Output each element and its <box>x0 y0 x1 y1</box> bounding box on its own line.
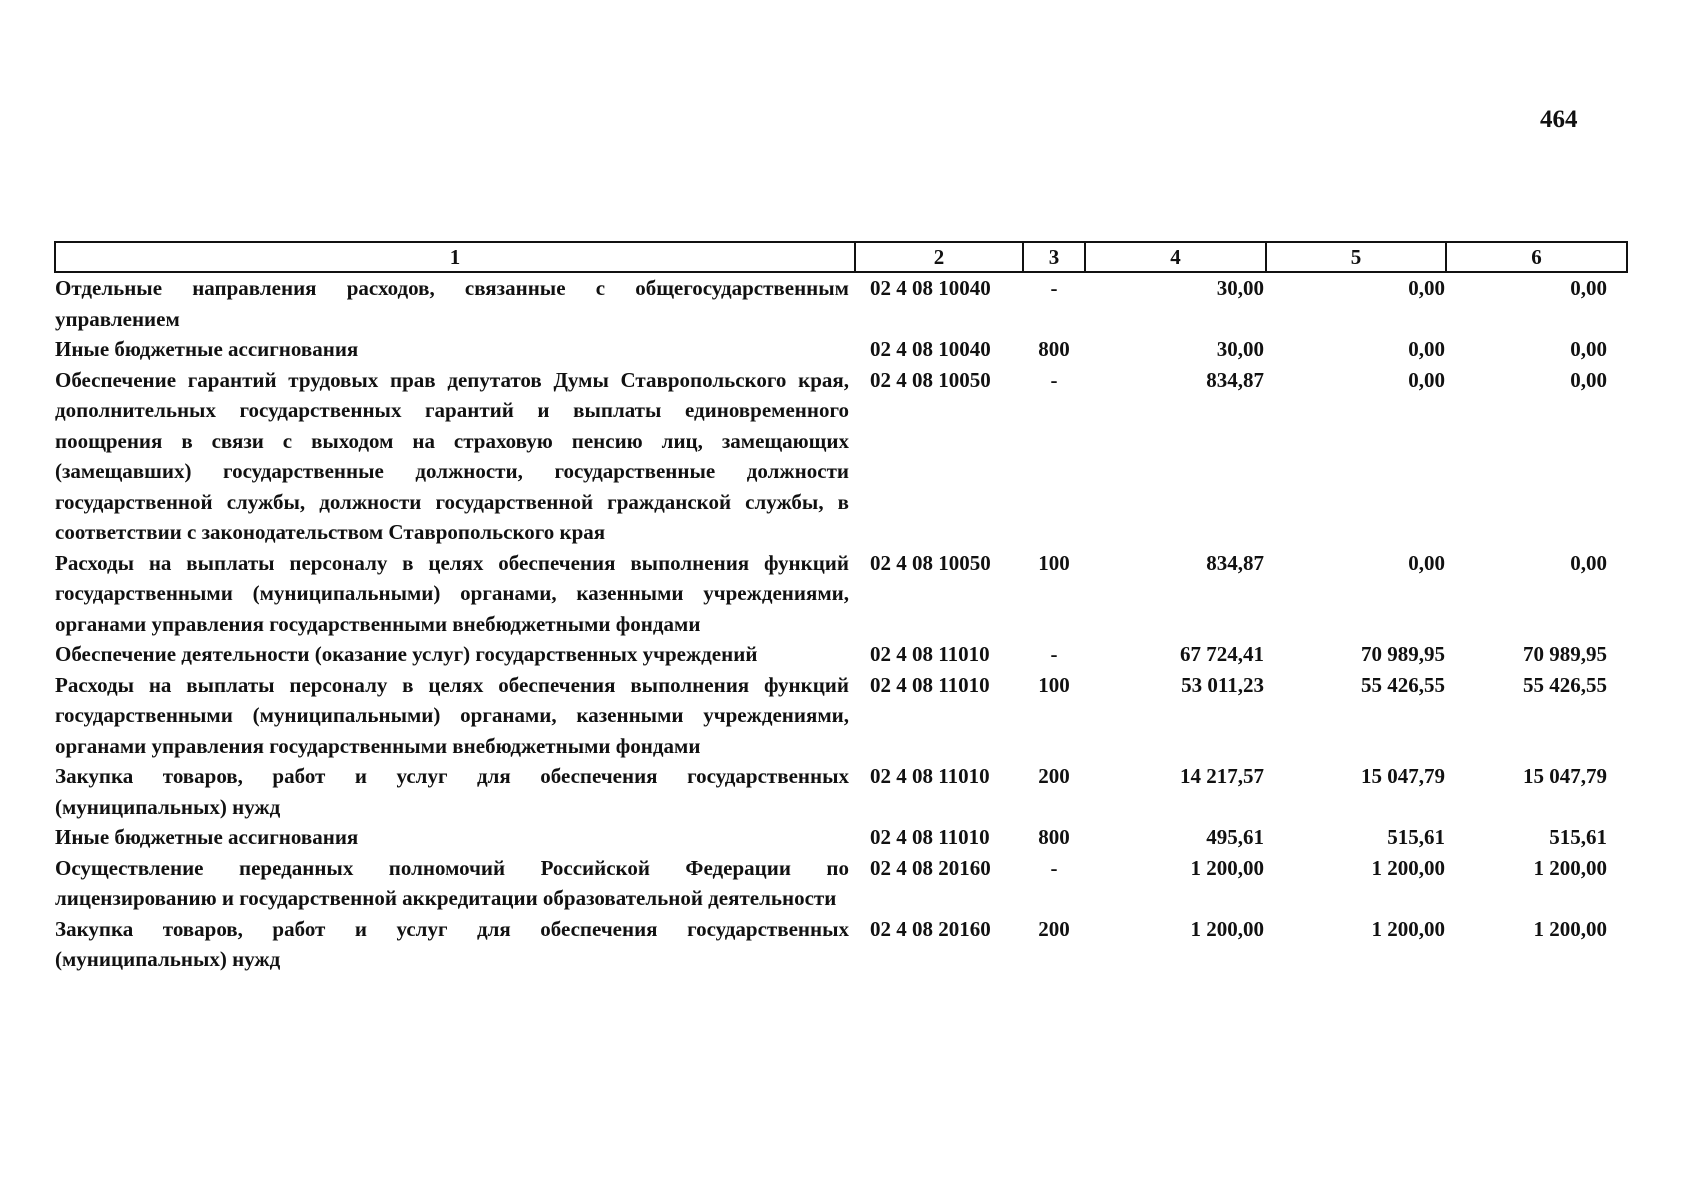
row-target-code: 02 4 08 11010 <box>870 672 990 697</box>
row-expense-kind: 100 <box>1038 550 1070 575</box>
table-body <box>55 272 1627 975</box>
row-value-col5: 15 047,79 <box>1361 764 1445 788</box>
table-row <box>55 365 1627 548</box>
row-name: Расходы на выплаты персоналу в целях обеспечения выполнения функций государственными (муниципальными) органами, казенными учреждениями, органами управления государственными внебюджетными фондами <box>55 672 849 758</box>
row-name: Закупка товаров, работ и услуг для обеспечения государственных (муниципальных) нужд <box>55 764 849 819</box>
row-expense-kind: - <box>1050 642 1058 666</box>
row-expense-kind: 800 <box>1038 337 1070 361</box>
row-value-col4: 834,87 <box>1206 367 1264 392</box>
row-value-col4: 1 200,00 <box>1190 855 1264 880</box>
column-header-2: 2 <box>855 242 1023 272</box>
row-value-col6: 0,00 <box>1570 550 1607 575</box>
row-value-col6: 70 989,95 <box>1523 642 1607 666</box>
row-value-col6: 1 200,00 <box>1533 855 1607 880</box>
row-value-col4: 30,00 <box>1216 337 1264 361</box>
row-value-col5: 1 200,00 <box>1371 855 1445 880</box>
row-expense-kind: 200 <box>1038 764 1070 788</box>
budget-table <box>54 241 1628 975</box>
row-value-col5: 55 426,55 <box>1361 672 1445 697</box>
row-name: Иные бюджетные ассигнования <box>55 825 359 849</box>
row-target-code: 02 4 08 20160 <box>870 855 991 880</box>
row-expense-kind: 800 <box>1038 825 1070 849</box>
table-header-row <box>55 242 1627 272</box>
column-header-5: 5 <box>1266 242 1446 272</box>
page-number: 464 <box>1540 106 1578 133</box>
row-name: Обеспечение деятельности (оказание услуг) государственных учреждений <box>55 642 758 666</box>
row-name: Закупка товаров, работ и услуг для обеспечения государственных (муниципальных) нужд <box>55 916 849 971</box>
row-value-col4: 53 011,23 <box>1181 672 1264 697</box>
row-value-col6: 15 047,79 <box>1523 764 1607 788</box>
row-value-col4: 67 724,41 <box>1180 642 1264 666</box>
table-row <box>55 822 1627 853</box>
row-value-col4: 30,00 <box>1216 276 1264 300</box>
table-row <box>55 639 1627 670</box>
row-value-col6: 515,61 <box>1549 825 1607 849</box>
row-value-col4: 14 217,57 <box>1180 764 1264 788</box>
row-value-col6: 0,00 <box>1570 276 1607 300</box>
row-value-col4: 1 200,00 <box>1190 916 1264 941</box>
row-value-col6: 0,00 <box>1570 367 1607 392</box>
table-row <box>55 761 1627 822</box>
row-value-col5: 0,00 <box>1408 337 1445 361</box>
row-expense-kind: - <box>1050 276 1058 300</box>
row-target-code: 02 4 08 10040 <box>870 337 991 361</box>
column-header-4: 4 <box>1085 242 1266 272</box>
column-header-6: 6 <box>1446 242 1627 272</box>
row-target-code: 02 4 08 20160 <box>870 916 991 941</box>
row-target-code: 02 4 08 10050 <box>870 550 991 575</box>
row-name: Расходы на выплаты персоналу в целях обеспечения выполнения функций государственными (муниципальными) органами, казенными учреждениями, органами управления государственными внебюджетными фондами <box>55 550 849 636</box>
row-value-col5: 0,00 <box>1408 276 1445 300</box>
column-header-1: 1 <box>55 242 855 272</box>
column-header-3: 3 <box>1023 242 1085 272</box>
row-value-col4: 834,87 <box>1206 550 1264 575</box>
row-target-code: 02 4 08 11010 <box>870 764 990 788</box>
table-row <box>55 272 1627 334</box>
row-expense-kind: - <box>1050 367 1058 392</box>
row-value-col5: 70 989,95 <box>1361 642 1445 666</box>
row-expense-kind: - <box>1050 855 1058 880</box>
row-name: Осуществление переданных полномочий Российской Федерации по лицензированию и государственной аккредитации образовательной деятельности <box>55 855 849 910</box>
table-row <box>55 548 1627 640</box>
row-value-col5: 515,61 <box>1387 825 1445 849</box>
row-value-col5: 0,00 <box>1408 550 1445 575</box>
row-target-code: 02 4 08 10040 <box>870 276 991 300</box>
row-target-code: 02 4 08 11010 <box>870 825 990 849</box>
table-row <box>55 670 1627 762</box>
row-name: Отдельные направления расходов, связанные с общегосударственным управлением <box>55 276 849 331</box>
row-name: Обеспечение гарантий трудовых прав депутатов Думы Ставропольского края, дополнительных государственных гарантий и выплаты единовременного поощрения в связи с выходом на страховую пенсию лиц, замещающих (замещавших) государственные должности, государственные должности государственной службы, должности государственной гражданской службы, в соответствии с законодательством Ставропольского края <box>55 367 849 544</box>
row-value-col5: 0,00 <box>1408 367 1445 392</box>
table-row <box>55 334 1627 365</box>
table-row <box>55 853 1627 914</box>
row-expense-kind: 200 <box>1038 916 1070 941</box>
row-value-col5: 1 200,00 <box>1371 916 1445 941</box>
row-value-col4: 495,61 <box>1206 825 1264 849</box>
row-expense-kind: 100 <box>1038 672 1070 697</box>
row-value-col6: 1 200,00 <box>1533 916 1607 941</box>
row-value-col6: 55 426,55 <box>1523 672 1607 697</box>
row-target-code: 02 4 08 10050 <box>870 367 991 392</box>
table-row <box>55 914 1627 975</box>
row-target-code: 02 4 08 11010 <box>870 642 990 666</box>
row-name: Иные бюджетные ассигнования <box>55 337 359 361</box>
row-value-col6: 0,00 <box>1570 337 1607 361</box>
